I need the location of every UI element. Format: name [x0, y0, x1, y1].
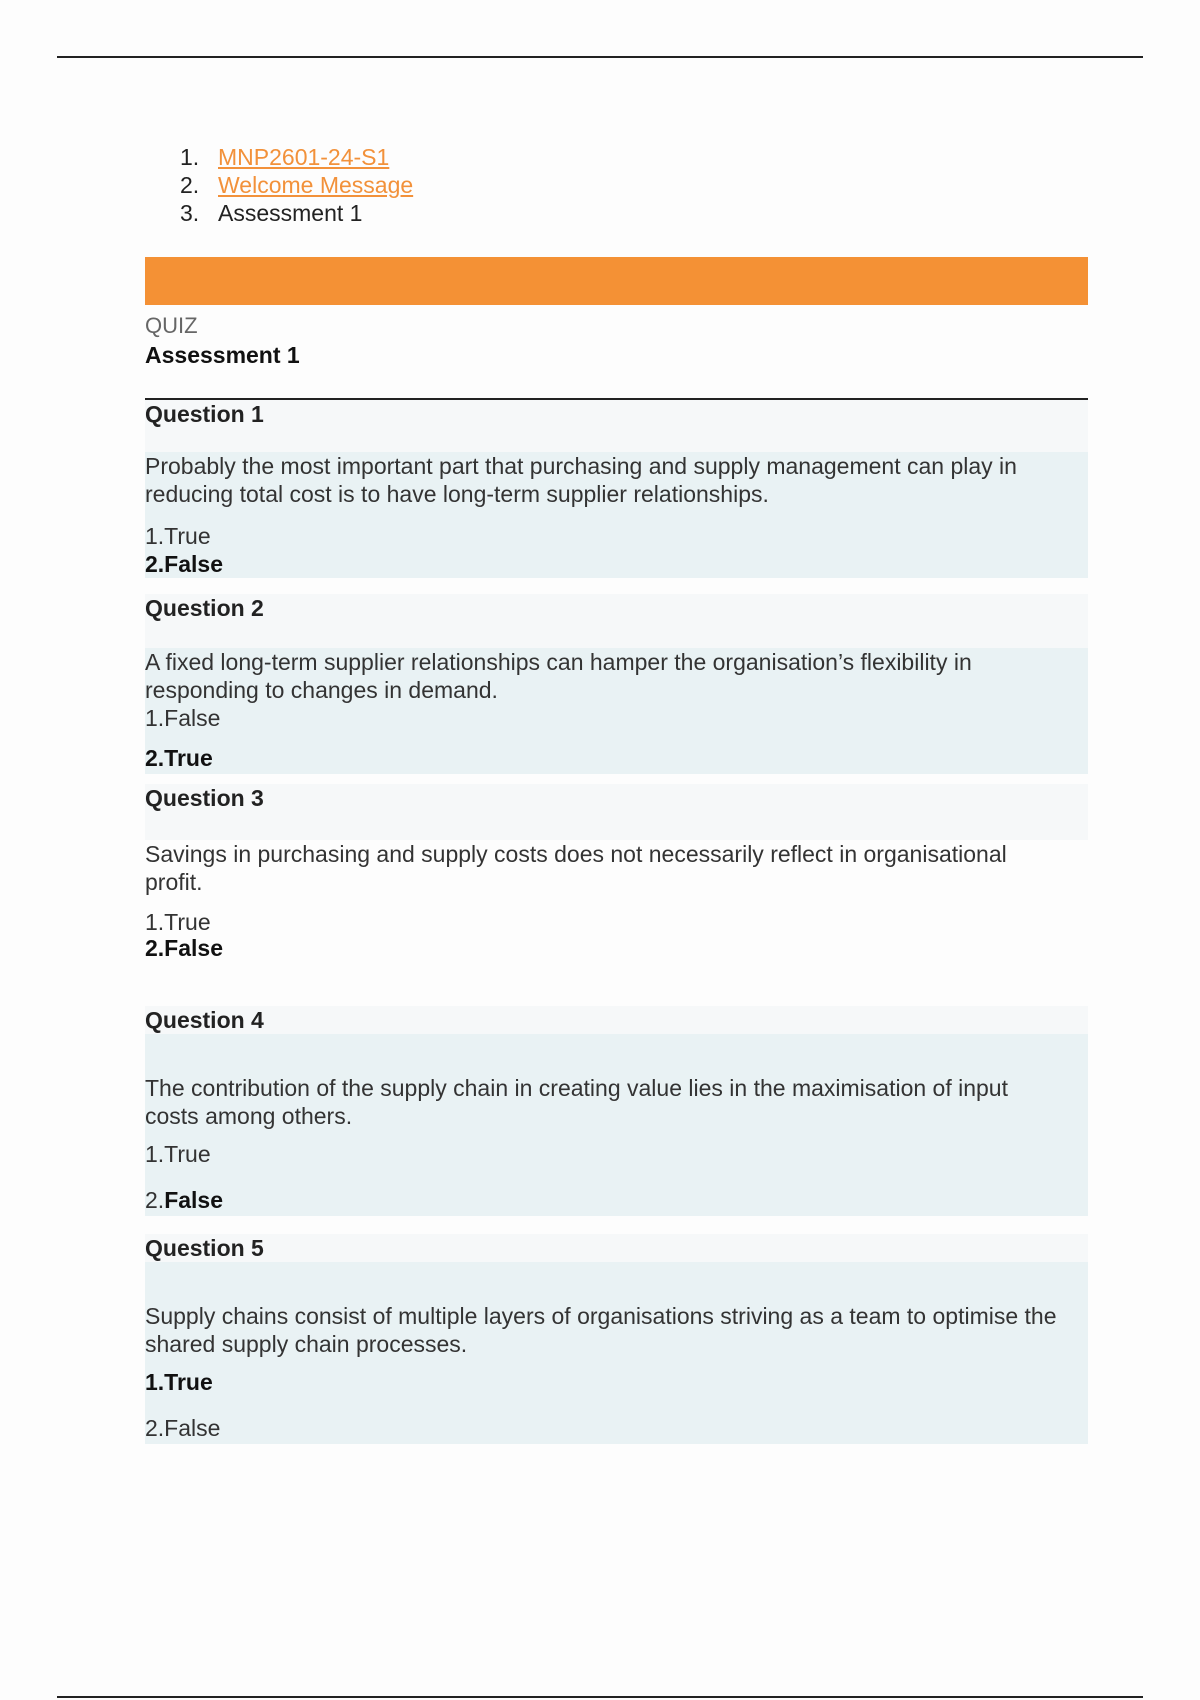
top-rule	[57, 56, 1143, 58]
question-body	[145, 452, 1088, 578]
question-text: The contribution of the supply chain in creating value lies in the maximisation of input costs among others.	[145, 1075, 1008, 1129]
answer-option[interactable]: 2.False	[145, 1415, 221, 1441]
breadcrumb	[180, 143, 413, 227]
question-header	[145, 1234, 1088, 1262]
answer-option-selected[interactable]: 1.True	[145, 1369, 213, 1395]
question-text: Supply chains consist of multiple layers of organisations striving as a team to optimise the shared supply chain processes.	[145, 1303, 1057, 1357]
question-text: Savings in purchasing and supply costs does not necessarily reflect in organisational profit.	[145, 841, 1007, 895]
breadcrumb-link-course[interactable]: MNP2601-24-S1	[218, 144, 390, 170]
question-heading: Question 1	[145, 401, 264, 427]
answer-option-selected[interactable]: 2.True	[145, 745, 213, 771]
question-header	[145, 594, 1088, 648]
answer-option-number: 2.	[145, 1187, 165, 1213]
question-heading: Question 5	[145, 1235, 264, 1261]
breadcrumb-link-welcome[interactable]: Welcome Message	[218, 172, 414, 198]
question-header	[145, 400, 1088, 452]
answer-option-selected[interactable]: 2.False	[145, 551, 223, 577]
quiz-type-label: QUIZ	[145, 313, 198, 338]
question-text: Probably the most important part that purchasing and supply management can play in reducing total cost is to have long-term supplier relationships.	[145, 453, 1017, 507]
answer-option[interactable]: 1.True	[145, 909, 211, 935]
question-heading: Question 4	[145, 1007, 264, 1033]
question-heading: Question 2	[145, 595, 264, 621]
breadcrumb-number: 3.	[180, 200, 200, 226]
answer-option-selected[interactable]	[145, 1186, 223, 1214]
question-body	[145, 1034, 1088, 1216]
answer-option-label: False	[164, 1187, 224, 1213]
breadcrumb-item	[180, 143, 413, 171]
question-body	[145, 648, 1088, 774]
question-body	[145, 1262, 1088, 1444]
bottom-rule	[57, 1696, 1143, 1698]
question-header	[145, 1006, 1088, 1034]
breadcrumb-item	[180, 199, 413, 227]
breadcrumb-current: Assessment 1	[218, 200, 363, 226]
answer-option-selected[interactable]: 2.False	[145, 935, 223, 961]
breadcrumb-number: 1.	[180, 144, 200, 170]
question-text: A fixed long-term supplier relationships can hamper the organisation’s flexibility in responding to changes in demand.	[145, 649, 972, 703]
answer-option[interactable]: 1.True	[145, 1141, 211, 1167]
page-title: Assessment 1	[145, 342, 300, 368]
header-banner	[145, 257, 1088, 305]
question-body	[145, 840, 1088, 960]
breadcrumb-number: 2.	[180, 172, 200, 198]
breadcrumb-item	[180, 171, 413, 199]
question-heading: Question 3	[145, 785, 264, 811]
question-header	[145, 784, 1088, 840]
answer-option[interactable]: 1.False	[145, 705, 221, 731]
answer-option[interactable]: 1.True	[145, 523, 211, 549]
